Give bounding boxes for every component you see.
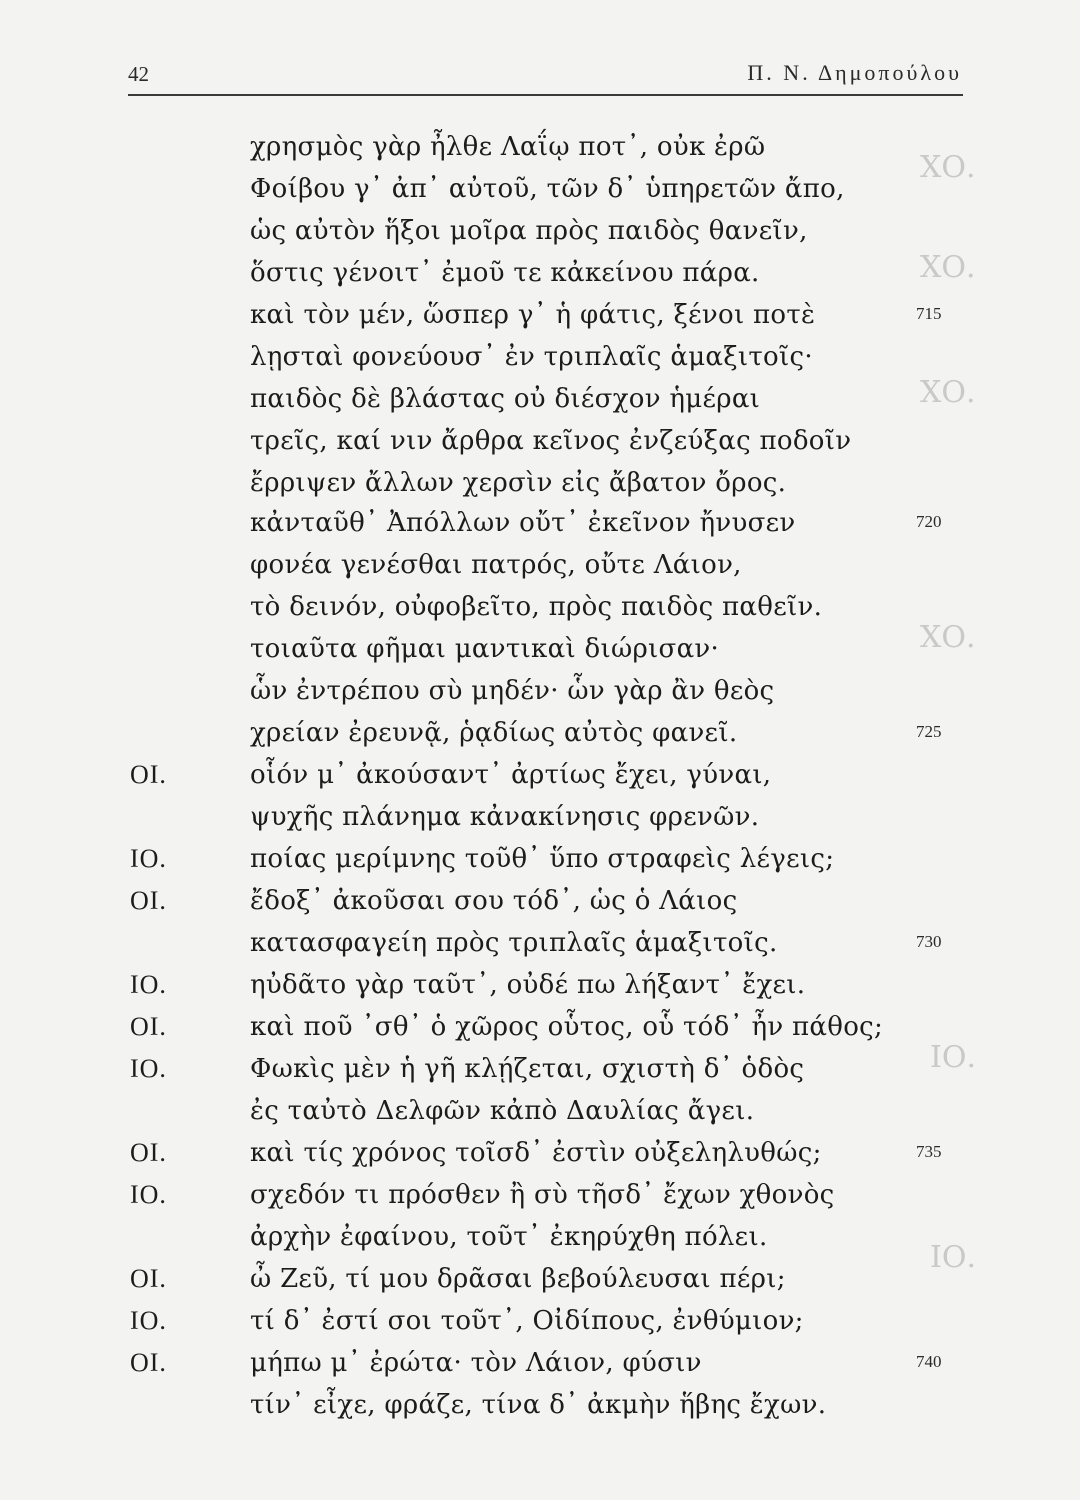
speaker-label: ΟΙ. [130,1348,167,1377]
verse-text: φονέα γενέσθαι πατρός, οὔτε Λάιον, [250,550,742,580]
verse-line [0,718,1080,758]
verse-line [0,550,1080,590]
verse-line [0,1222,1080,1262]
verse-line [0,132,1080,172]
speaker-label: ΟΙ. [130,886,167,915]
verse-line [0,1348,1080,1388]
speaker-label: ΟΙ. [130,1138,167,1167]
verse-line [0,216,1080,256]
line-number: 735 [916,1142,942,1161]
verse-text: ηὐδᾶτο γὰρ ταῦτ᾽, οὐδέ πω λήξαντ᾽ ἔχει. [250,970,806,1000]
verse-line [0,300,1080,340]
verse-text: ἀρχὴν ἐφαίνου, τοῦτ᾽ ἐκηρύχθη πόλει. [250,1222,768,1252]
verse-line [0,468,1080,508]
verse-line [0,676,1080,716]
page-number: 42 [128,62,149,86]
bleed-through-speaker-5: ΙΟ. [930,1040,976,1075]
bleed-through-speaker-2: ΧΟ. [920,250,976,285]
speaker-label: ΙΟ. [130,1306,167,1335]
verse-text: τί δ᾽ ἐστί σοι τοῦτ᾽, Οἰδίπους, ἐνθύμιον; [250,1306,804,1336]
verse-line [0,844,1080,884]
verse-text: καὶ τίς χρόνος τοῖσδ᾽ ἐστὶν οὐξεληλυθώς; [250,1138,822,1168]
verse-line [0,1180,1080,1220]
verse-text: ὧν ἐντρέπου σὺ μηδέν· ὧν γὰρ ἂν θεὸς [250,676,775,706]
verse-text: ποίας μερίμνης τοῦθ᾽ ὕπο στραφεὶς λέγεις; [250,844,835,874]
verse-line [0,1390,1080,1430]
verse-line [0,426,1080,466]
verse-text: τοιαῦτα φῆμαι μαντικαὶ διώρισαν· [250,634,720,664]
verse-line [0,592,1080,632]
verse-text: τίν᾽ εἶχε, φράζε, τίνα δ᾽ ἀκμὴν ἥβης ἔχων. [250,1390,827,1420]
verse-line [0,760,1080,800]
verse-line [0,1138,1080,1178]
verse-text: καὶ ποῦ ᾽σθ᾽ ὁ χῶρος οὗτος, οὗ τόδ᾽ ἦν πάθος; [250,1012,884,1042]
verse-text: Φωκὶς μὲν ἡ γῆ κλῄζεται, σχιστὴ δ᾽ ὁδὸς [250,1054,805,1084]
verse-line [0,1012,1080,1052]
verse-text: τὸ δεινόν, οὐφοβεῖτο, πρὸς παιδὸς παθεῖν. [250,592,823,622]
verse-text: ψυχῆς πλάνημα κἀνακίνησις φρενῶν. [250,802,760,832]
speaker-label: ΙΟ. [130,1180,167,1209]
speaker-label: ΙΟ. [130,1054,167,1083]
line-number: 715 [916,304,942,323]
verse-text: σχεδόν τι πρόσθεν ἢ σὺ τῆσδ᾽ ἔχων χθονὸς [250,1180,835,1210]
verse-line [0,384,1080,424]
verse-line [0,634,1080,674]
verse-line [0,1054,1080,1094]
bleed-through-speaker-1: ΧΟ. [920,150,976,185]
speaker-label: ΙΟ. [130,970,167,999]
verse-text: ὦ Ζεῦ, τί μου δρᾶσαι βεβούλευσαι πέρι; [250,1264,786,1294]
verse-text: ὡς αὐτὸν ἥξοι μοῖρα πρὸς παιδὸς θανεῖν, [250,216,808,246]
verse-line [0,258,1080,298]
verse-text: κἀνταῦθ᾽ Ἀπόλλων οὔτ᾽ ἐκεῖνον ἤνυσεν [250,508,796,538]
verse-line [0,1264,1080,1304]
line-number: 730 [916,932,942,951]
verse-text: μήπω μ᾽ ἐρώτα· τὸν Λάιον, φύσιν [250,1348,702,1378]
verse-text: παιδὸς δὲ βλάστας οὐ διέσχον ἡμέραι [250,384,761,414]
verse-line [0,928,1080,968]
verse-line [0,886,1080,926]
verse-line [0,342,1080,382]
running-head: Π. Ν. Δημοπούλου [747,60,962,85]
verse-text: λῃσταὶ φονεύουσ᾽ ἐν τριπλαῖς ἁμαξιτοῖς· [250,342,813,372]
verse-line [0,174,1080,214]
verse-line [0,970,1080,1010]
verse-text: καὶ τὸν μέν, ὥσπερ γ᾽ ἡ φάτις, ξένοι ποτὲ [250,300,816,330]
verse-line [0,508,1080,548]
verse-text: ἔδοξ᾽ ἀκοῦσαι σου τόδ᾽, ὡς ὁ Λάιος [250,886,738,916]
verse-text: κατασφαγείη πρὸς τριπλαῖς ἁμαξιτοῖς. [250,928,778,958]
verse-text: Φοίβου γ᾽ ἀπ᾽ αὐτοῦ, τῶν δ᾽ ὑπηρετῶν ἄπο, [250,174,845,204]
verse-text: ἔρριψεν ἄλλων χερσὶν εἰς ἄβατον ὄρος. [250,468,787,498]
speaker-label: ΟΙ. [130,1012,167,1041]
speaker-label: ΟΙ. [130,760,167,789]
bleed-through-speaker-6: ΙΟ. [930,1240,976,1275]
verse-line [0,802,1080,842]
speaker-label: ΟΙ. [130,1264,167,1293]
bleed-through-speaker-3: ΧΟ. [920,375,976,410]
verse-line [0,1306,1080,1346]
line-number: 720 [916,512,942,531]
line-number: 725 [916,722,942,741]
verse-text: ὅστις γένοιτ᾽ ἐμοῦ τε κἀκείνου πάρα. [250,258,760,288]
verse-text: τρεῖς, καί νιν ἄρθρα κεῖνος ἐνζεύξας ποδοῖν [250,426,852,456]
verse-text: χρησμὸς γὰρ ἦλθε Λαΐῳ ποτ᾽, οὐκ ἐρῶ [250,132,766,162]
bleed-through-speaker-4: ΧΟ. [920,620,976,655]
speaker-label: ΙΟ. [130,844,167,873]
verse-text: ἐς ταὐτὸ Δελφῶν κἀπὸ Δαυλίας ἄγει. [250,1096,755,1126]
verse-text: χρείαν ἐρευνᾷ, ῥᾳδίως αὐτὸς φανεῖ. [250,718,738,748]
verse-line [0,1096,1080,1136]
verse-text: οἷόν μ᾽ ἀκούσαντ᾽ ἀρτίως ἔχει, γύναι, [250,760,772,790]
line-number: 740 [916,1352,942,1371]
